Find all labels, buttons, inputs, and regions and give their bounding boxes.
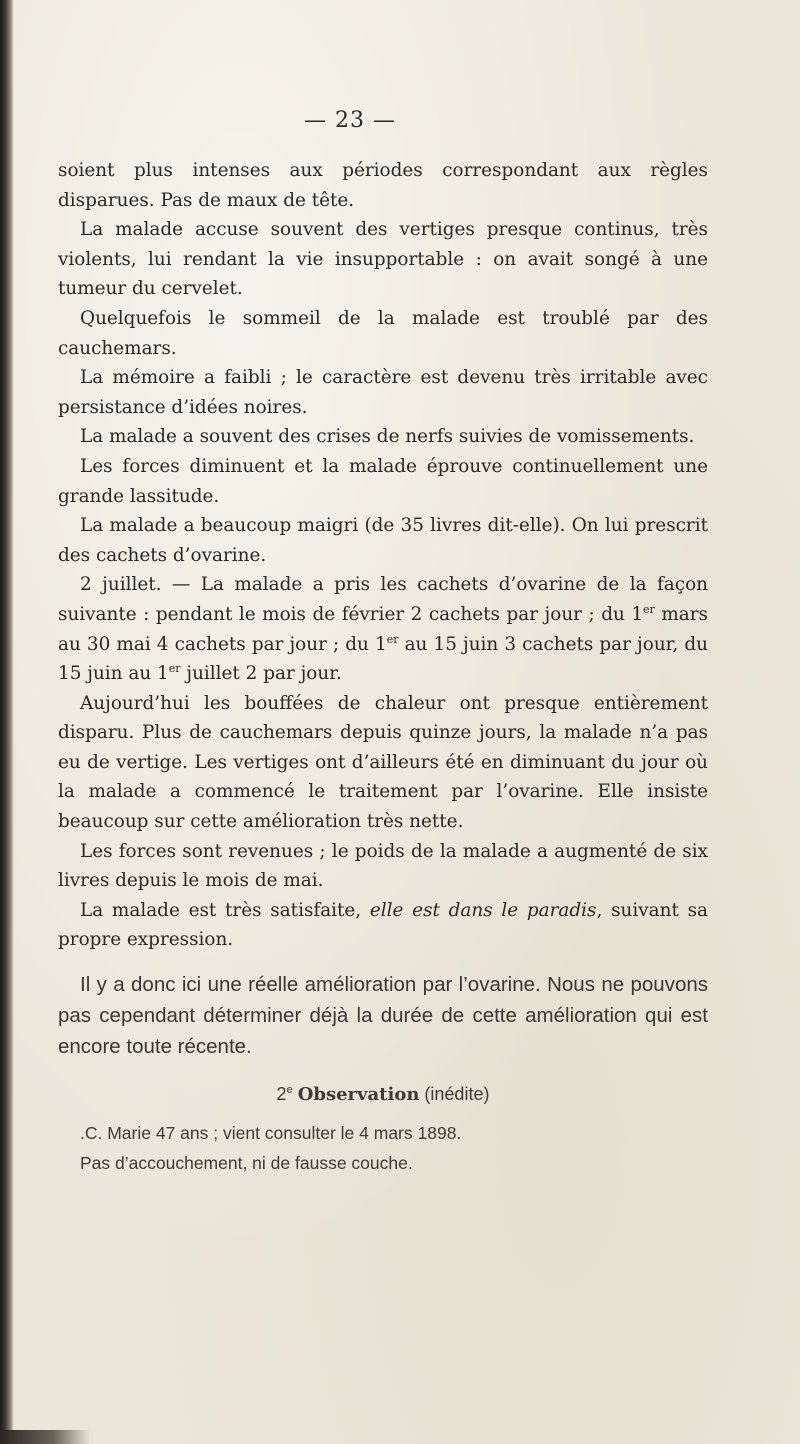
paragraph-8-part-a: 2 juillet. — La malade a pris les cachets d’ovarine de la façon suivante : pendant le mois de février 2 cachets par jour ; du 1 bbox=[58, 574, 708, 625]
paragraph-8-part-d: juillet 2 par jour. bbox=[180, 663, 342, 685]
page-number: — 23 — bbox=[304, 108, 396, 133]
body-text bbox=[58, 156, 708, 1178]
paragraph-6: Les forces diminuent et la malade éprouve continuellement une grande lassitude. bbox=[58, 455, 708, 507]
paragraph-8-part-c: au 15 juin 3 cachets par jour, du 15 juin au 1 bbox=[58, 633, 708, 685]
ordinal-superscript: er bbox=[643, 602, 655, 616]
ordinal-superscript: er bbox=[386, 632, 399, 646]
paragraph-1: soient plus intenses aux périodes correspondant aux règles disparues. Pas de maux de tête. bbox=[58, 160, 708, 211]
paragraph-10: Les forces sont revenues ; le poids de la malade a augmenté de six livres depuis le mois de mai. bbox=[58, 840, 708, 892]
paragraph-11 bbox=[58, 896, 708, 955]
observation-note: (inédite) bbox=[424, 1084, 490, 1105]
patient-line-1: .C. Marie 47 ans ; vient consulter le 4 mars 1898. bbox=[80, 1122, 462, 1143]
paragraph-4: La mémoire a faibli ; le caractère est devenu très irritable avec persistance d’idées noires. bbox=[58, 367, 708, 418]
paragraph-2: La malade accuse souvent des vertiges presque continus, très violents, lui rendant la vie insupportable : on avait songé à une tumeur du cervelet. bbox=[58, 219, 708, 300]
paragraph-8 bbox=[58, 570, 708, 688]
patient-line-2: Pas d’accouchement, ni de fausse couche. bbox=[80, 1152, 413, 1173]
page-edge-shadow bbox=[0, 1430, 90, 1444]
observation-number: 2 bbox=[276, 1084, 287, 1105]
quoted-expression: elle est dans le paradis bbox=[369, 899, 597, 921]
observation-heading bbox=[58, 1080, 708, 1110]
book-spine-shadow bbox=[0, 0, 14, 1444]
paragraph-11-part-b: , suivant sa propre expression. bbox=[58, 899, 708, 951]
paragraph-9: Aujourd’hui les bouffées de chaleur ont presque entièrement disparu. Plus de cauchemars depuis quinze jours, la malade n’a pas eu de vertige. Les vertiges ont d’ailleurs été en diminuant du jour où la malade a commencé le traitement par l’ovarine. Elle insiste beaucoup sur cette amélioration très nette. bbox=[58, 692, 708, 833]
paragraph-8-part-b: mars au 30 mai 4 cachets par jour ; du 1 bbox=[58, 603, 708, 655]
observation-number-superscript: e bbox=[286, 1084, 293, 1097]
observation-title: Observation bbox=[297, 1084, 420, 1106]
paragraph-5: La malade a souvent des crises de nerfs suivies de vomissements. bbox=[80, 426, 695, 448]
paragraph-3: Quelquefois le sommeil de la malade est troublé par des cauchemars. bbox=[58, 307, 708, 359]
paragraph-12: Il y a donc ici une réelle amélioration par l’ovarine. Nous ne pouvons pas cependant déterminer déjà la durée de cette amélioration qui est encore toute récente. bbox=[58, 973, 708, 1059]
ordinal-superscript: er bbox=[168, 661, 181, 675]
paragraph-11-part-a: La malade est très satisfaite, bbox=[80, 899, 370, 921]
paragraph-7: La malade a beaucoup maigri (de 35 livres dit-elle). On lui prescrit des cachets d’ovarine. bbox=[58, 515, 708, 566]
